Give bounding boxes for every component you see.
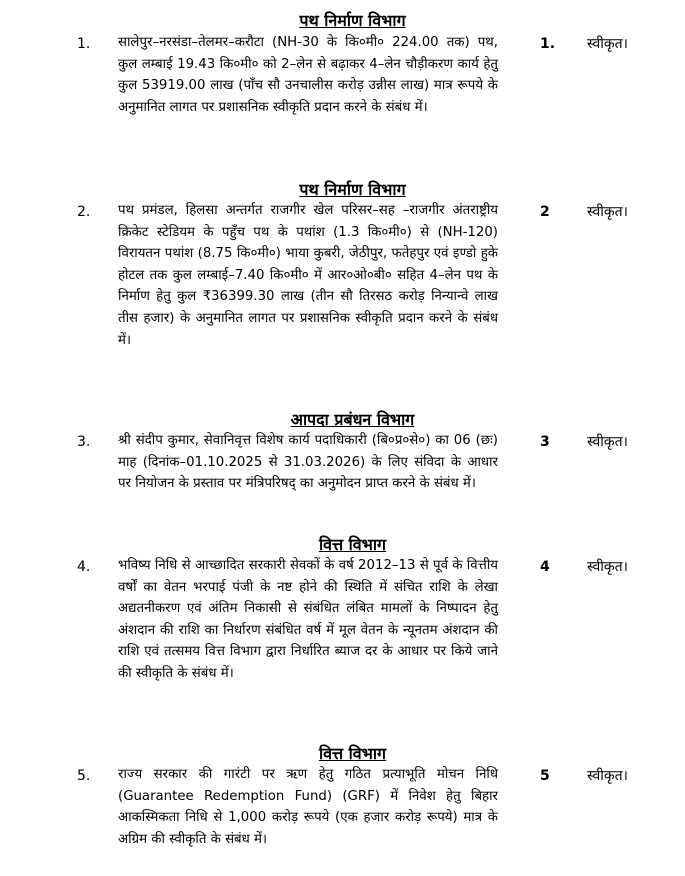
status-label: स्वीकृत। bbox=[587, 768, 628, 784]
status-label: स्वीकृत। bbox=[587, 36, 628, 52]
status-label: स्वीकृत। bbox=[587, 434, 628, 450]
item-number: 2 bbox=[540, 204, 550, 220]
department-heading: पथ निर्माण विभाग bbox=[299, 11, 406, 30]
status-label: स्वीकृत। bbox=[587, 204, 628, 220]
item-number: 5 bbox=[540, 768, 550, 784]
item-description: राज्य सरकार की गारंटी पर ऋण हेतु गठित प्रत्याभूति मोचन निधि (Guarantee Redemption Fund) (GRF) में निवेश हेतु बिहार आकस्मिकता निधि से 1,000 करोड़ रूपये (एक हजार करोड़ रूपये) मात्र के अग्रिम की स्वीकृति के संबंध में। bbox=[118, 767, 498, 847]
department-heading: पथ निर्माण विभाग bbox=[299, 180, 406, 199]
item-description: सालेपुर–नरसंडा–तेलमर–करौटा (NH-30 के कि०मी० 224.00 तक) पथ, कुल लम्बाई 19.43 कि०मी० को 2–लेन से बढ़ाकर 4–लेन चौड़ीकरण कार्य हेतु कुल 53919.00 लाख (पाँच सौ उनचालीस करोड़ उन्नीस लाख) मात्र रूपये के अनुमानित लागत पर प्रशासनिक स्वीकृति प्रदान करने के संबंध में। bbox=[118, 35, 498, 115]
serial-number: 5. bbox=[77, 768, 91, 784]
item-description: भविष्य निधि से आच्छादित सरकारी सेवकों के वर्ष 2012–13 से पूर्व के वित्तीय वर्षों का वेतन भरपाई पंजी के नष्ट होने की स्थिति में संचित राशि के लेखा अद्यतनीकरण एवं अंतिम निकासी से संबंधित लंबित मामलों के निष्पादन हेतु अंशदान की राशि का निर्धारण संबंधित वर्ष में मूल वेतन के न्यूनतम अंशदान की राशि एवं तत्समय वित्त विभाग द्वारा निर्धारित ब्याज दर के आधार पर किये जाने की स्वीकृति के संबंध में। bbox=[118, 558, 498, 681]
serial-number: 4. bbox=[77, 559, 91, 575]
status-label: स्वीकृत। bbox=[587, 559, 628, 575]
department-heading: आपदा प्रबंधन विभाग bbox=[290, 410, 415, 429]
serial-number: 3. bbox=[77, 434, 91, 450]
item-number: 4 bbox=[540, 559, 550, 575]
item-number: 1. bbox=[540, 36, 556, 52]
item-description: पथ प्रमंडल, हिलसा अन्तर्गत राजगीर खेल परिसर–सह –राजगीर अंतराष्ट्रीय क्रिकेट स्टेडियम के पहुँच पथ के पथांश (1.3 कि०मी०) से (NH-120) विरायतन पथांश (8.75 कि०मी०) भाया कुबरी, जेठीपुर, फतेहपुर एवं इण्डो हुके होटल तक कुल लम्बाई–7.40 कि०मी० में आर०ओ०बी० सहित 4–लेन पथ के निर्माण हेतु कुल ₹36399.30 लाख (तीन सौ तिरसठ करोड़ निन्यान्वे लाख तीस हजार) के अनुमानित लागत पर प्रशासनिक स्वीकृति प्रदान करने के संबंध में। bbox=[118, 203, 498, 348]
department-heading: वित्त विभाग bbox=[318, 744, 387, 763]
item-description: श्री संदीप कुमार, सेवानिवृत्त विशेष कार्य पदाधिकारी (बि०प्र०से०) का 06 (छः) माह (दिनांक–01.10.2025 से 31.03.2026) के लिए संविदा के आधार पर नियोजन के प्रस्ताव पर मंत्रिपरिषद् का अनुमोदन प्राप्त करने के संबंध में। bbox=[118, 433, 498, 492]
item-number: 3 bbox=[540, 434, 550, 450]
serial-number: 1. bbox=[77, 36, 91, 52]
serial-number: 2. bbox=[77, 204, 91, 220]
department-heading: वित्त विभाग bbox=[318, 535, 387, 554]
